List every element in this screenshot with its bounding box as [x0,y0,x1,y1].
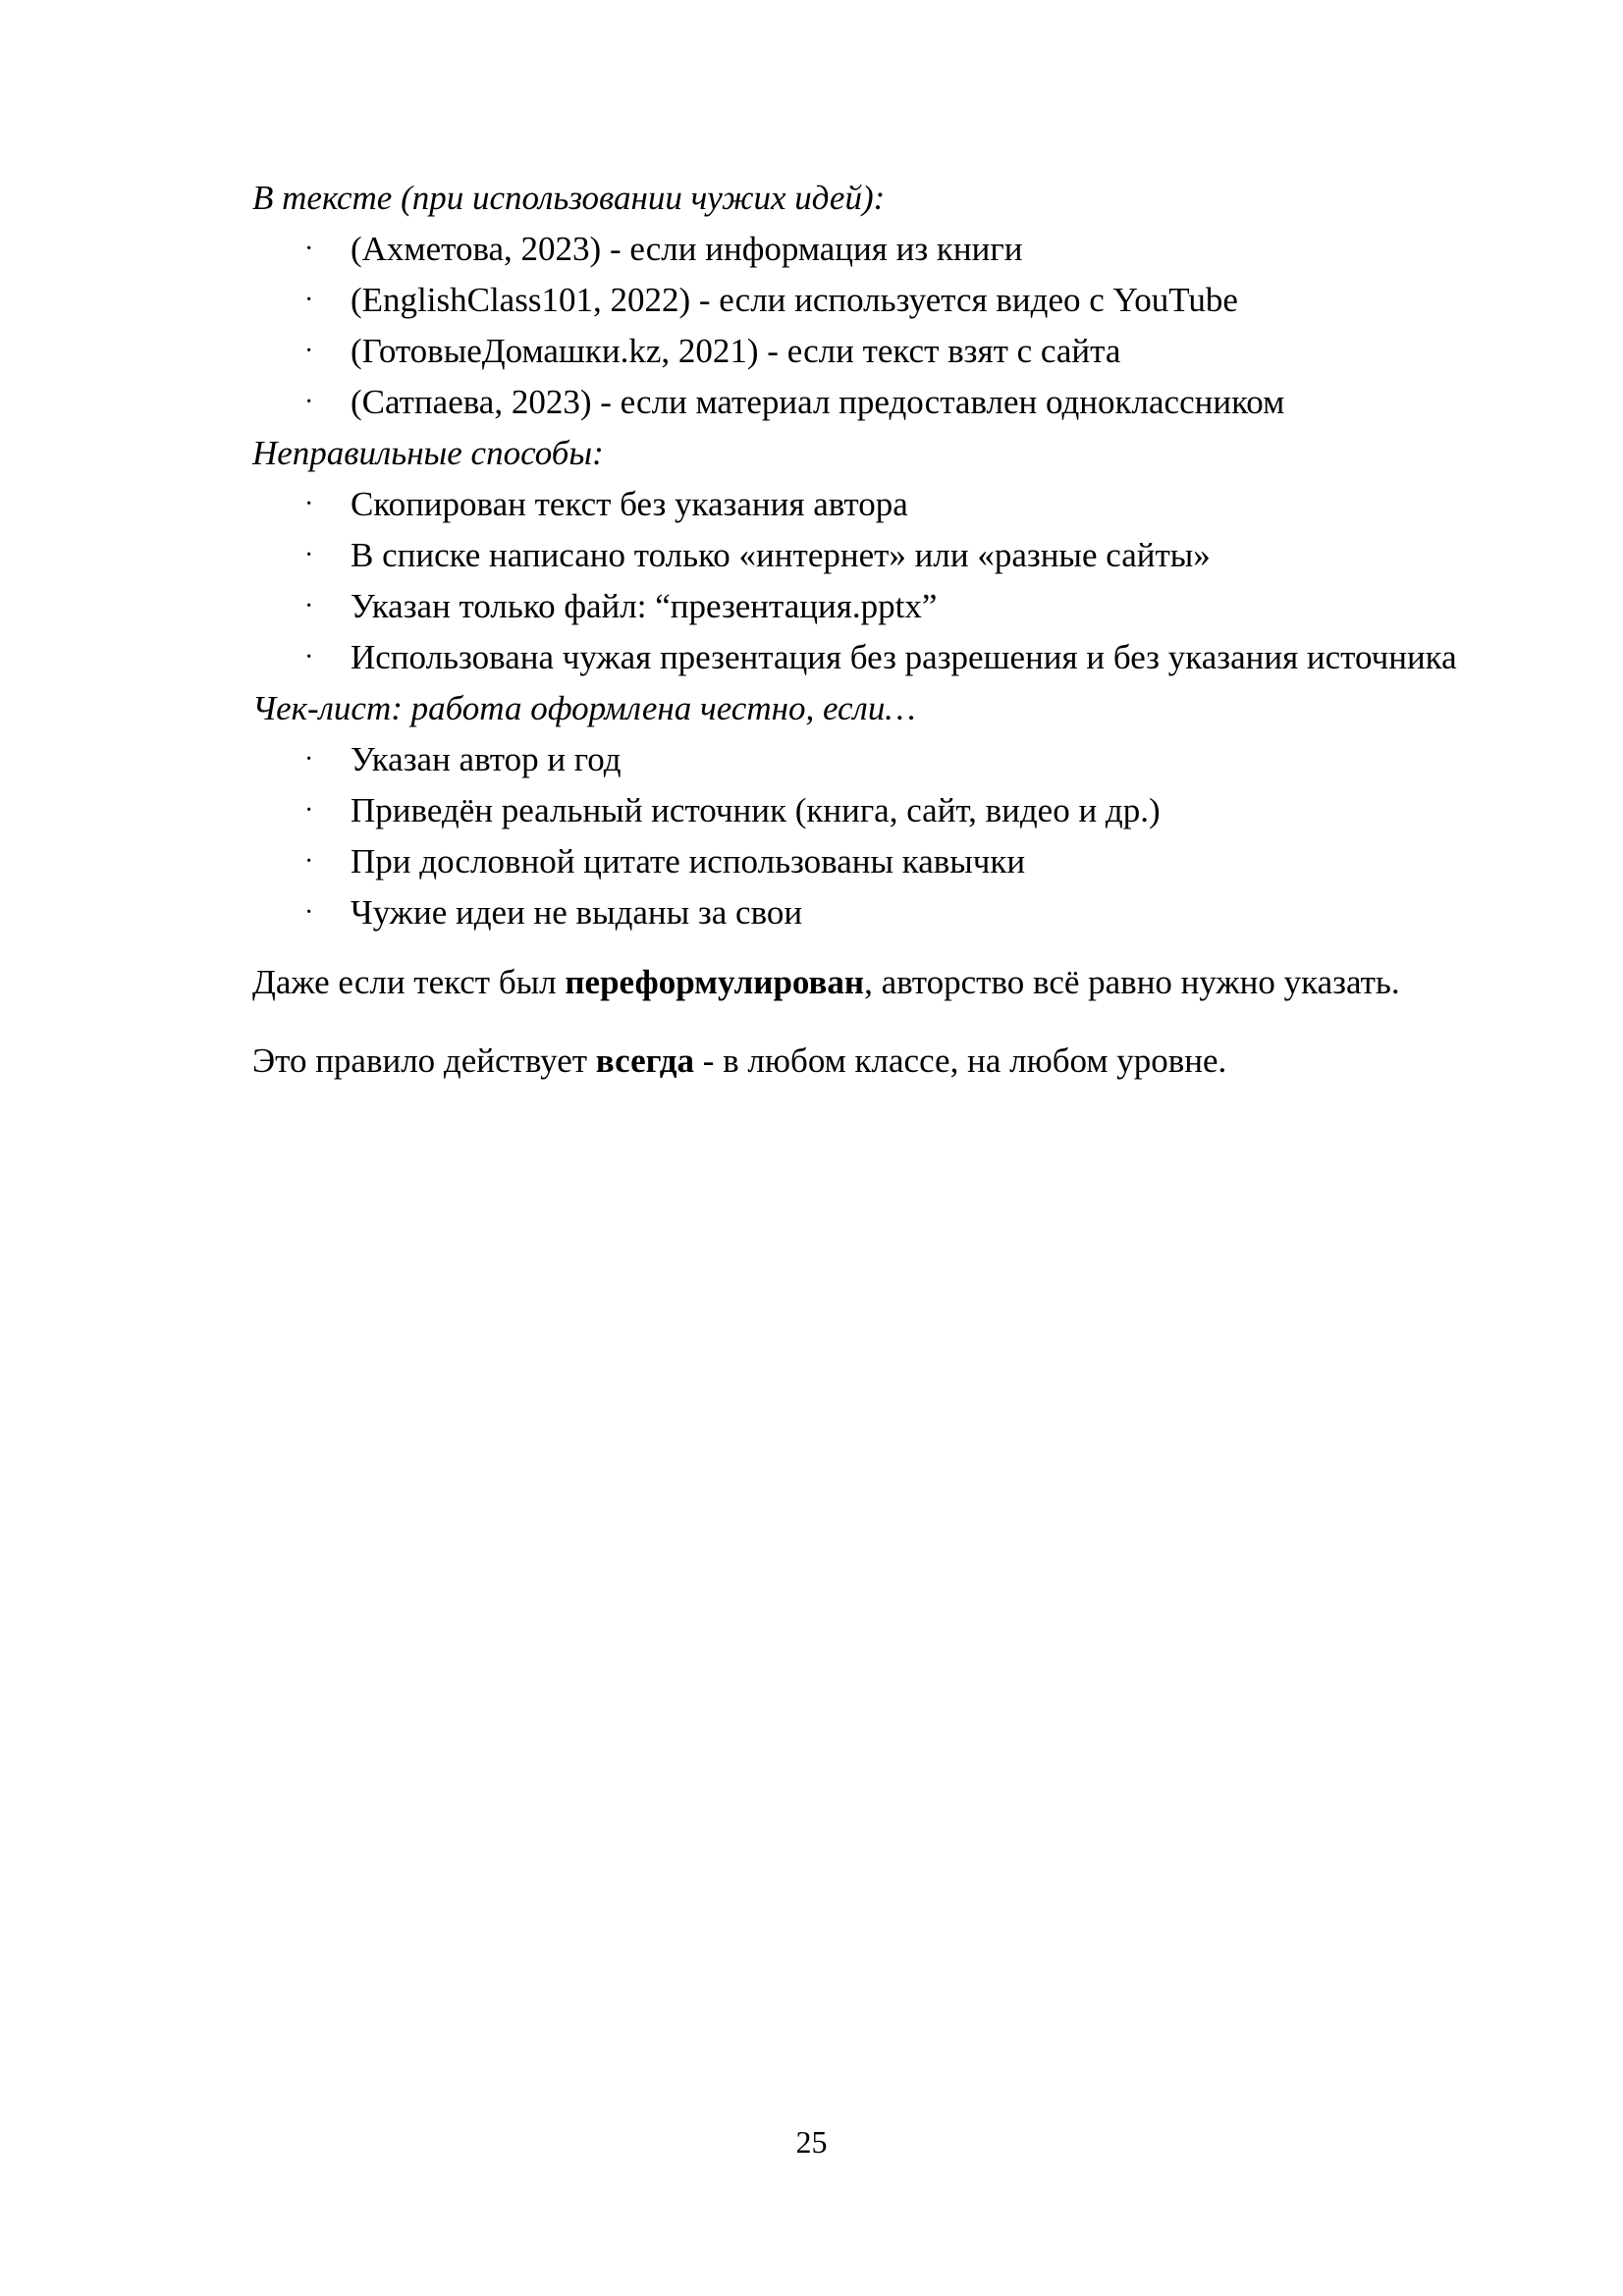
checklist [154,734,1494,938]
paragraph-reformulated [154,957,1494,1008]
section-heading-wrong-ways: Неправильные способы: [252,434,604,472]
list-item [154,836,1494,887]
bullet-icon: · [304,897,314,928]
list-item [154,785,1494,836]
bullet-icon: · [304,744,314,774]
bullet-icon: · [304,285,314,315]
paragraph-text: Это правило действует [252,1041,596,1080]
emphasis-text: переформулирован [565,963,865,1001]
list-item-text: (EnglishClass101, 2022) - если используется видео с YouTube [351,281,1238,319]
paragraph-text: Даже если текст был [252,963,566,1001]
bullet-icon: · [304,540,314,570]
wrong-ways-list [154,479,1494,683]
list-item-text: При дословной цитате использованы кавычки [351,842,1026,881]
list-item [154,377,1494,428]
list-item [154,887,1494,938]
section-heading-in-text: В тексте (при использовании чужих идей): [252,179,886,217]
bullet-icon: · [304,846,314,877]
list-item-text: (ГотовыеДомашки.kz, 2021) - если текст взят с сайта [351,332,1121,370]
list-item-text: В списке написано только «интернет» или «разные сайты» [351,536,1211,574]
bullet-icon: · [304,795,314,826]
list-item-text: Использована чужая презентация без разрешения и без указания источника [351,638,1457,676]
in-text-citation-list [154,224,1494,428]
list-item [154,224,1494,275]
bullet-icon: · [304,489,314,519]
bullet-icon: · [304,591,314,621]
list-item-text: (Сатпаева, 2023) - если материал предоставлен одноклассником [351,383,1285,421]
list-item [154,479,1494,530]
list-item [154,734,1494,785]
paragraph-always [154,1036,1494,1087]
list-item-text: Приведён реальный источник (книга, сайт, видео и др.) [351,791,1161,829]
list-item [154,326,1494,377]
paragraph-text: - в любом классе, на любом уровне. [693,1041,1227,1080]
list-item-text: (Ахметова, 2023) - если информация из книги [351,230,1023,268]
list-item-text: Скопирован текст без указания автора [351,485,908,523]
page-content [154,173,1494,1087]
paragraph-text: , авторство всё равно нужно указать. [864,963,1400,1001]
list-item [154,275,1494,326]
section-heading-checklist: Чек-лист: работа оформлена честно, если… [252,689,916,727]
list-item-text: Указан только файл: “презентация.pptx” [351,587,938,625]
bullet-icon: · [304,387,314,417]
bullet-icon: · [304,642,314,672]
list-item [154,632,1494,683]
bullet-icon: · [304,336,314,366]
list-item-text: Указан автор и год [351,740,622,778]
list-item [154,530,1494,581]
list-item [154,581,1494,632]
list-item-text: Чужие идеи не выданы за свои [351,893,803,932]
bullet-icon: · [304,234,314,264]
page-number: 25 [795,2124,828,2160]
emphasis-text: всегда [595,1041,694,1080]
